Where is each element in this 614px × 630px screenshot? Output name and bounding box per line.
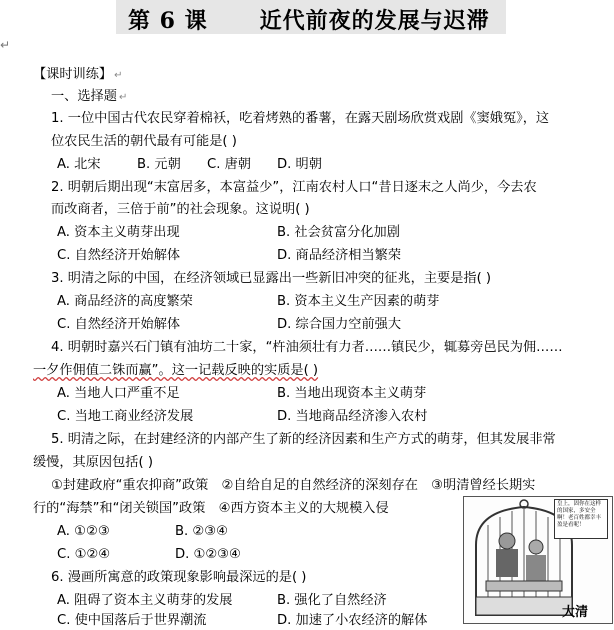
question-4-option-b[interactable]: B. 当地出现资本主义萌芽 <box>277 386 427 401</box>
question-1-line-1: 1. 一位中国古代农民穿着棉袄，吃着烤熟的番薯，在露天剧场欣赏戏剧《窦娥冤》，这 <box>51 111 550 126</box>
question-6-option-c[interactable]: C. 使中国落后于世界潮流 <box>57 613 207 628</box>
question-2-option-b[interactable]: B. 社会贫富分化加剧 <box>277 225 400 240</box>
question-5-line-3: ①封建政府“重农抑商”政策 ②自给自足的自然经济的深刻存在 ③明清曾经长期实 <box>51 478 536 493</box>
emperor-head <box>499 533 515 549</box>
question-3-line-1: 3. 明清之际的中国，在经济领域已显露出一些新旧冲突的征兆，主要是指( ) <box>51 271 492 286</box>
speech-bubble: 皇上，固你在这样的国家，多安全啊！老百姓都幸丰盈是看呢！ <box>554 499 608 539</box>
lesson-number: 第 6 课 <box>128 8 208 34</box>
lesson-topic: 近代前夜的发展与迟滞 <box>259 8 490 34</box>
question-5-option-b[interactable]: B. ②③④ <box>175 524 228 539</box>
section-label: 【课时训练】 <box>33 67 113 82</box>
official-head <box>529 540 543 554</box>
question-5-line-4: 行的“海禁”和“闭关锁国”政策 ④西方资本主义的大规模入侵 <box>33 501 389 516</box>
question-5-option-c[interactable]: C. ①②④ <box>57 547 111 562</box>
emperor-figure <box>496 549 518 577</box>
question-5-option-d[interactable]: D. ①②③④ <box>175 547 241 562</box>
question-4-option-d[interactable]: D. 当地商品经济渗入农村 <box>277 409 428 424</box>
paragraph-mark-icon: ↵ <box>0 38 11 52</box>
question-1-option-a[interactable]: A. 北宋 <box>57 157 101 172</box>
cartoon-illustration <box>463 496 613 624</box>
question-6-option-a[interactable]: A. 阻碍了资本主义萌芽的发展 <box>57 593 233 608</box>
cartoon-label: 大清 <box>562 605 589 620</box>
question-5-line-1: 5. 明清之际，在封建经济的内部产生了新的经济因素和生产方式的萌芽，但其发展非常 <box>51 432 556 447</box>
question-5-option-a[interactable]: A. ①②③ <box>57 524 110 539</box>
question-3-option-d[interactable]: D. 综合国力空前强大 <box>277 317 402 332</box>
question-6-line-1: 6. 漫画所寓意的政策现象影响最深远的是( ) <box>51 570 307 585</box>
throne-base <box>486 581 562 591</box>
question-6-option-d[interactable]: D. 加速了小农经济的解体 <box>277 613 428 628</box>
section-heading <box>33 66 123 85</box>
question-6-option-b[interactable]: B. 强化了自然经济 <box>277 593 387 608</box>
question-2-line-1: 2. 明朝后期出现“末富居多，本富益少”，江南农村人口“昔日逐末之人尚少，今去农 <box>51 180 537 195</box>
question-1-option-d[interactable]: D. 明朝 <box>277 157 322 172</box>
question-3-option-b[interactable]: B. 资本主义生产因素的萌芽 <box>277 294 440 309</box>
paragraph-mark-icon: ↵ <box>118 92 128 103</box>
question-3-option-c[interactable]: C. 自然经济开始解体 <box>57 317 181 332</box>
question-3-option-a[interactable]: A. 商品经济的高度繁荣 <box>57 294 193 309</box>
question-5-line-2: 缓慢，其原因包括( ) <box>33 455 153 470</box>
question-2-option-a[interactable]: A. 资本主义萌芽出现 <box>57 225 180 240</box>
question-2-option-c[interactable]: C. 自然经济开始解体 <box>57 248 181 263</box>
part-label: 一、选择题 <box>51 89 117 104</box>
question-4-option-a[interactable]: A. 当地人口严重不足 <box>57 386 180 401</box>
question-1-line-2: 位农民生活的朝代最有可能是( ) <box>51 134 237 149</box>
part-heading <box>51 88 127 107</box>
question-4-line-2: 一夕作佣值二铢而赢”。这一记载反映的实质是( ) <box>33 363 319 378</box>
official-figure <box>526 555 546 581</box>
question-4-line-1: 4. 明朝时嘉兴石门镇有油坊二十家，“杵油须壮有力者……镇民少，辄募旁邑民为佣…… <box>51 340 563 355</box>
question-4-option-c[interactable]: C. 当地工商业经济发展 <box>57 409 194 424</box>
question-1-option-c[interactable]: C. 唐朝 <box>207 157 251 172</box>
cage-floor <box>476 597 572 615</box>
question-2-line-2: 而改商者，三倍于前”的社会现象。这说明( ) <box>51 202 310 217</box>
page-title <box>128 4 490 35</box>
question-1-option-b[interactable]: B. 元朝 <box>137 157 181 172</box>
paragraph-mark-icon: ↵ <box>114 70 123 81</box>
question-2-option-d[interactable]: D. 商品经济相当繁荣 <box>277 248 402 263</box>
